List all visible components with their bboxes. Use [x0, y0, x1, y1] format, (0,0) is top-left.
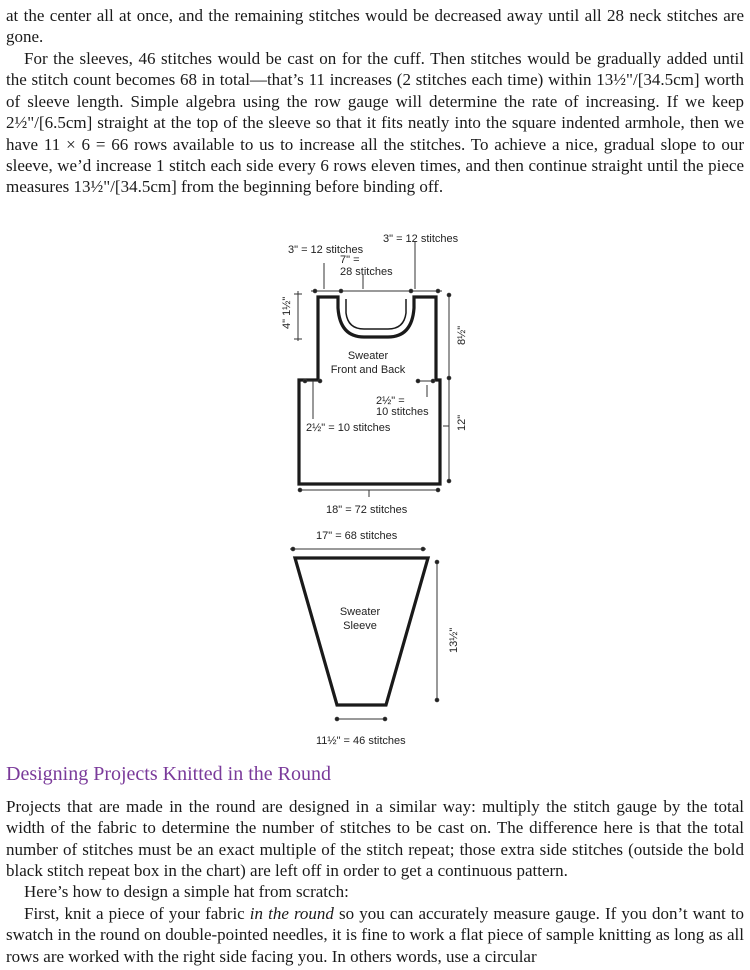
paragraph-swatch [6, 903, 744, 967]
body-length-label: 12" [456, 414, 468, 431]
indent-right-label-2: 10 stitches [376, 406, 429, 418]
neck-depth-label: 4" 1½" [281, 296, 293, 329]
paragraph-neck-stitches: at the center all at once, and the remaining stitches would be decreased away until all 28 neck stitches are gone. [6, 6, 744, 47]
sleeve-label-1: Sweater [339, 606, 381, 618]
swatch-text-italic: in the round [249, 904, 334, 923]
sleeve-cuff-label: 11½" = 46 stitches [316, 735, 406, 747]
paragraph-in-the-round: Projects that are made in the round are designed in a similar way: multiply the stitch gauge by the total width of the fabric to determine the number of stitches to be cast on. The difference here is that the total number of stitches must be an exact multiple of the stitch repeat; those extra side stitches (outside the bold black stitch repeat box in the chart) are left off in order to get a continuous pattern. [6, 797, 744, 881]
section-heading: Designing Projects Knitted in the Round [6, 763, 331, 785]
paragraph-sleeves: For the sleeves, 46 stitches would be cast on for the cuff. Then stitches would be gradually added until the stitch count becomes 68 in total—that’s 11 increases (2 stitches each time) within 13½"/[34.5cm] worth of sleeve length. Simple algebra using the row gauge will determine the rate of increasing. If we keep 2½"/[6.5cm] straight at the top of the sleeve so that it fits neatly into the square indented armhole, then we have 11 × 6 = 66 rows available to us to increase all the stitches. To achieve a nice, gradual slope to our sleeve, we’d increase 1 stitch each side every 6 rows eleven times, and then continue straight until the piece measures 13½"/[34.5cm] from the beginning before binding off. [6, 49, 744, 197]
shoulder-left-label: 3" = 12 stitches [288, 244, 364, 256]
indent-left-label: 2½" = 10 stitches [306, 422, 391, 434]
sweater-width-label: 18" = 72 stitches [326, 504, 408, 516]
neck-width-label-1: 7" = [340, 254, 360, 266]
sweater-label-1: Sweater [347, 350, 389, 362]
paragraph-hat-intro: Here’s how to design a simple hat from scratch: [24, 882, 349, 901]
swatch-text-start: First, knit a piece of your fabric [24, 904, 250, 923]
swatch-text-end: so you can accurately measure gauge. If you don’t want to swatch in the round on double-pointed needles, it is fine to work a flat piece of sample knitting as long as all rows are worked with the right side facing you. In others words, use a circular [6, 904, 744, 966]
indent-right-label-1: 2½" = [376, 395, 405, 407]
sweater-label-2: Front and Back [330, 364, 406, 376]
neck-line [346, 299, 406, 329]
sweater-schematic [0, 225, 750, 755]
sweater-outline [299, 297, 440, 484]
sleeve-length-label: 13½" [448, 627, 460, 653]
sleeve-label-2: Sleeve [343, 620, 377, 632]
armhole-depth-label: 8½" [456, 325, 468, 345]
shoulder-right-label: 3" = 12 stitches [383, 233, 459, 245]
neck-width-label-2: 28 stitches [340, 266, 393, 278]
sleeve-top-label: 17" = 68 stitches [316, 530, 398, 542]
